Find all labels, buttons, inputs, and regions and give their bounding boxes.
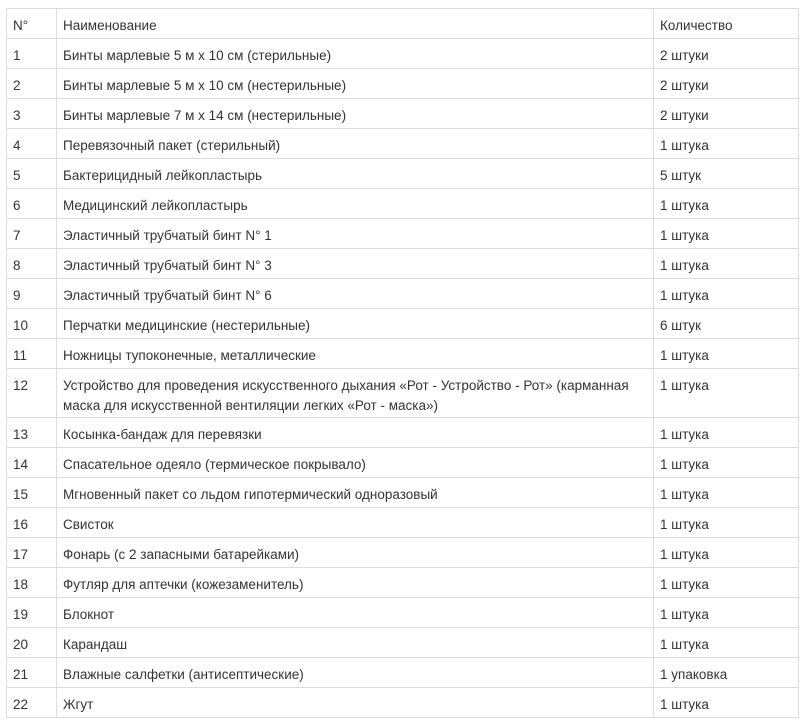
item-name: Свисток: [57, 508, 654, 538]
item-quantity: 1 штука: [654, 249, 799, 279]
item-quantity: 6 штук: [654, 309, 799, 339]
row-number: 18: [7, 568, 57, 598]
item-quantity: 1 штука: [654, 369, 799, 418]
table-row: [7, 339, 799, 369]
item-quantity: 1 штука: [654, 339, 799, 369]
table-row: [7, 448, 799, 478]
row-number: 8: [7, 249, 57, 279]
row-number: 2: [7, 69, 57, 99]
item-name: Влажные салфетки (антисептические): [57, 658, 654, 688]
row-number: 14: [7, 448, 57, 478]
first-aid-kit-table: [6, 8, 799, 718]
column-header-number: N°: [7, 9, 57, 39]
item-name: Жгут: [57, 688, 654, 718]
row-number: 6: [7, 189, 57, 219]
table-row: [7, 129, 799, 159]
row-number: 20: [7, 628, 57, 658]
table-row: [7, 309, 799, 339]
item-name: Бинты марлевые 5 м х 10 см (стерильные): [57, 39, 654, 69]
table-header-row: [7, 9, 799, 39]
item-name: Перевязочный пакет (стерильный): [57, 129, 654, 159]
item-name: Эластичный трубчатый бинт N° 6: [57, 279, 654, 309]
item-quantity: 2 штуки: [654, 69, 799, 99]
item-quantity: 1 штука: [654, 508, 799, 538]
item-quantity: 1 штука: [654, 129, 799, 159]
row-number: 13: [7, 418, 57, 448]
item-name: Ножницы тупоконечные, металлические: [57, 339, 654, 369]
item-name: Перчатки медицинские (нестерильные): [57, 309, 654, 339]
table-row: [7, 628, 799, 658]
item-name: Медицинский лейкопластырь: [57, 189, 654, 219]
row-number: 7: [7, 219, 57, 249]
row-number: 1: [7, 39, 57, 69]
item-name: Устройство для проведения искусственного дыхания «Рот - Устройство - Рот» (карманная маска для искусственной вентиляции легких «Рот - маска»): [57, 369, 654, 418]
item-quantity: 1 штука: [654, 688, 799, 718]
item-quantity: 1 штука: [654, 568, 799, 598]
item-quantity: 2 штуки: [654, 99, 799, 129]
row-number: 11: [7, 339, 57, 369]
item-quantity: 1 штука: [654, 478, 799, 508]
item-name: Косынка-бандаж для перевязки: [57, 418, 654, 448]
row-number: 22: [7, 688, 57, 718]
item-name: Бинты марлевые 5 м х 10 см (нестерильные): [57, 69, 654, 99]
table-row: [7, 478, 799, 508]
item-name: Спасательное одеяло (термическое покрывало): [57, 448, 654, 478]
item-name: Бактерицидный лейкопластырь: [57, 159, 654, 189]
item-quantity: 2 штуки: [654, 39, 799, 69]
item-quantity: 1 штука: [654, 448, 799, 478]
item-quantity: 1 упаковка: [654, 658, 799, 688]
table-row: [7, 189, 799, 219]
row-number: 15: [7, 478, 57, 508]
table-row: [7, 598, 799, 628]
table-row: [7, 508, 799, 538]
row-number: 17: [7, 538, 57, 568]
row-number: 5: [7, 159, 57, 189]
row-number: 19: [7, 598, 57, 628]
row-number: 16: [7, 508, 57, 538]
item-quantity: 5 штук: [654, 159, 799, 189]
table-row: [7, 538, 799, 568]
row-number: 10: [7, 309, 57, 339]
row-number: 12: [7, 369, 57, 418]
table-row: [7, 688, 799, 718]
item-name: Блокнот: [57, 598, 654, 628]
item-name: Бинты марлевые 7 м х 14 см (нестерильные): [57, 99, 654, 129]
table-row: [7, 369, 799, 418]
item-quantity: 1 штука: [654, 279, 799, 309]
table-row: [7, 658, 799, 688]
item-quantity: 1 штука: [654, 219, 799, 249]
table-header: [7, 9, 799, 39]
table-row: [7, 39, 799, 69]
item-quantity: 1 штука: [654, 189, 799, 219]
table-row: [7, 279, 799, 309]
table-row: [7, 159, 799, 189]
item-name: Эластичный трубчатый бинт N° 1: [57, 219, 654, 249]
table-row: [7, 69, 799, 99]
item-quantity: 1 штука: [654, 538, 799, 568]
first-aid-kit-table-container: [6, 8, 798, 718]
row-number: 9: [7, 279, 57, 309]
item-name: Карандаш: [57, 628, 654, 658]
column-header-name: Наименование: [57, 9, 654, 39]
table-row: [7, 219, 799, 249]
row-number: 3: [7, 99, 57, 129]
table-row: [7, 418, 799, 448]
item-name: Фонарь (с 2 запасными батарейками): [57, 538, 654, 568]
table-body: [7, 39, 799, 718]
item-name: Мгновенный пакет со льдом гипотермический одноразовый: [57, 478, 654, 508]
table-row: [7, 249, 799, 279]
item-quantity: 1 штука: [654, 628, 799, 658]
item-quantity: 1 штука: [654, 598, 799, 628]
item-name: Футляр для аптечки (кожезаменитель): [57, 568, 654, 598]
item-name: Эластичный трубчатый бинт N° 3: [57, 249, 654, 279]
item-quantity: 1 штука: [654, 418, 799, 448]
column-header-quantity: Количество: [654, 9, 799, 39]
row-number: 4: [7, 129, 57, 159]
table-row: [7, 99, 799, 129]
table-row: [7, 568, 799, 598]
row-number: 21: [7, 658, 57, 688]
